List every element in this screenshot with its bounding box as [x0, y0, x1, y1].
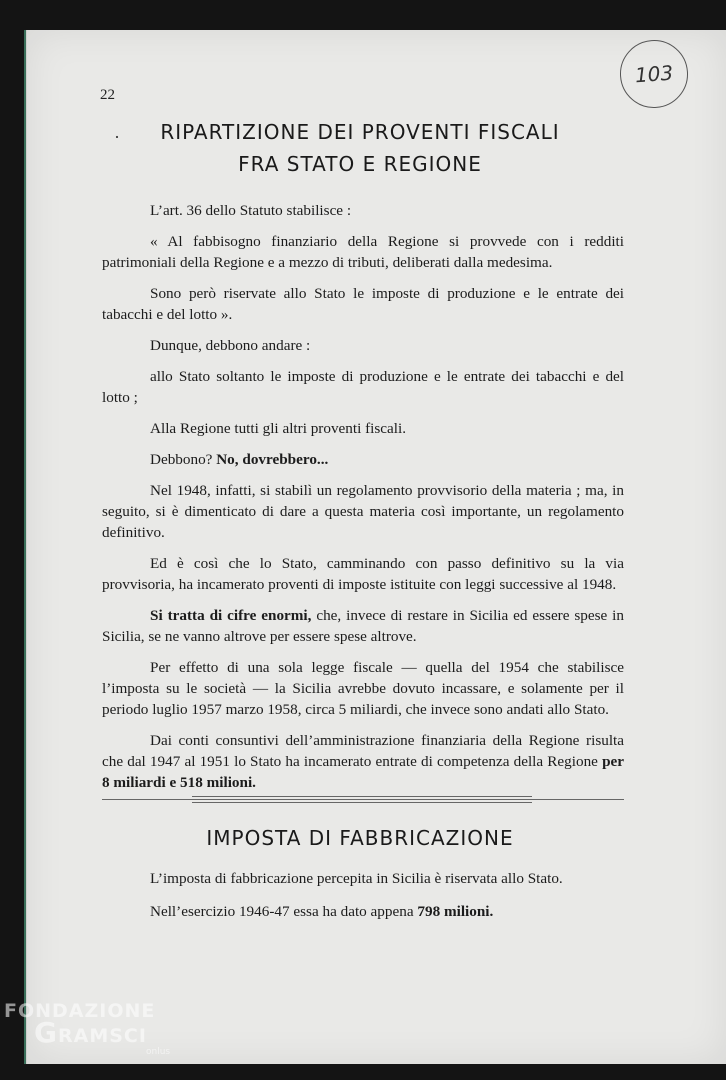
watermark-line2: GRAMSCI: [34, 1016, 147, 1049]
section-divider: [102, 796, 624, 806]
paragraph: L’art. 36 dello Statuto stabilisce :: [150, 202, 352, 219]
bold-text: Si tratta di cifre enormi,: [150, 607, 312, 624]
paragraph: Dai conti consuntivi dell’amministrazione finanziaria della Regione risulta che dal 1947 al 1951 lo Stato ha incamerato entrate di competenza della Regione per 8 miliardi e 518 milioni.: [102, 732, 624, 791]
watermark-line1: FONDAZIONE: [4, 1000, 156, 1022]
paragraph: L’imposta di fabbricazione percepita in Sicilia è riservata allo Stato.: [150, 870, 563, 887]
section1-body: [102, 200, 624, 803]
paragraph: Nel 1948, infatti, si stabilì un regolamento provvisorio della materia ; ma, in seguito, si è dimenticato di dare a questa materia così importante, un regolamento definitivo.: [102, 482, 624, 541]
section1-title-line2: FRA STATO E REGIONE: [238, 152, 482, 176]
watermark-line3: onlus: [146, 1047, 171, 1057]
section2-body: [102, 868, 624, 934]
bold-text: per 8 miliardi e 518 milioni.: [102, 753, 624, 791]
section1-title-line1: RIPARTIZIONE DEI PROVENTI FISCALI: [160, 120, 560, 144]
section2-title: IMPOSTA DI FABBRICAZIONE: [206, 826, 514, 850]
paragraph: « Al fabbisogno finanziario della Regione si provvede con i redditi patrimoniali della Regione e a mezzo di tributi, deliberati dalla medesima.: [102, 233, 624, 271]
stray-dot-mark: ·: [114, 127, 120, 147]
paragraph: Nell’esercizio 1946-47 essa ha dato appena 798 milioni.: [150, 903, 494, 920]
archive-number: 103: [634, 60, 674, 88]
paragraph: Si tratta di cifre enormi, che, invece di restare in Sicilia ed essere spese in Sicilia, se ne vanno altrove per essere spese altrove.: [102, 607, 624, 645]
fondazione-gramsci-watermark: [4, 1000, 170, 1057]
paragraph: Dunque, debbono andare :: [150, 337, 311, 354]
bold-text: 798 milioni.: [417, 903, 494, 920]
paragraph: Per effetto di una sola legge fiscale — quella del 1954 che stabilisce l’imposta su le società — la Sicilia avrebbe dovuto incassare, e solamente per il periodo luglio 1957 marzo 1958, circa 5 miliardi, che invece sono andati allo Stato.: [102, 659, 624, 718]
paragraph: Sono però riservate allo Stato le imposte di produzione e le entrate dei tabacchi e del lotto ».: [102, 285, 624, 323]
bold-text: No, dovrebbero...: [216, 451, 329, 468]
paragraph: Alla Regione tutti gli altri proventi fiscali.: [150, 420, 407, 437]
page-number: 22: [100, 87, 115, 103]
paragraph: Ed è così che lo Stato, camminando con passo definitivo su la via provvisoria, ha incamerato proventi di imposte istituite con leggi successive al 1948.: [102, 555, 624, 593]
paragraph: Debbono? No, dovrebbero...: [150, 451, 329, 468]
paragraph: allo Stato soltanto le imposte di produzione e le entrate dei tabacchi e del lotto ;: [102, 368, 624, 406]
